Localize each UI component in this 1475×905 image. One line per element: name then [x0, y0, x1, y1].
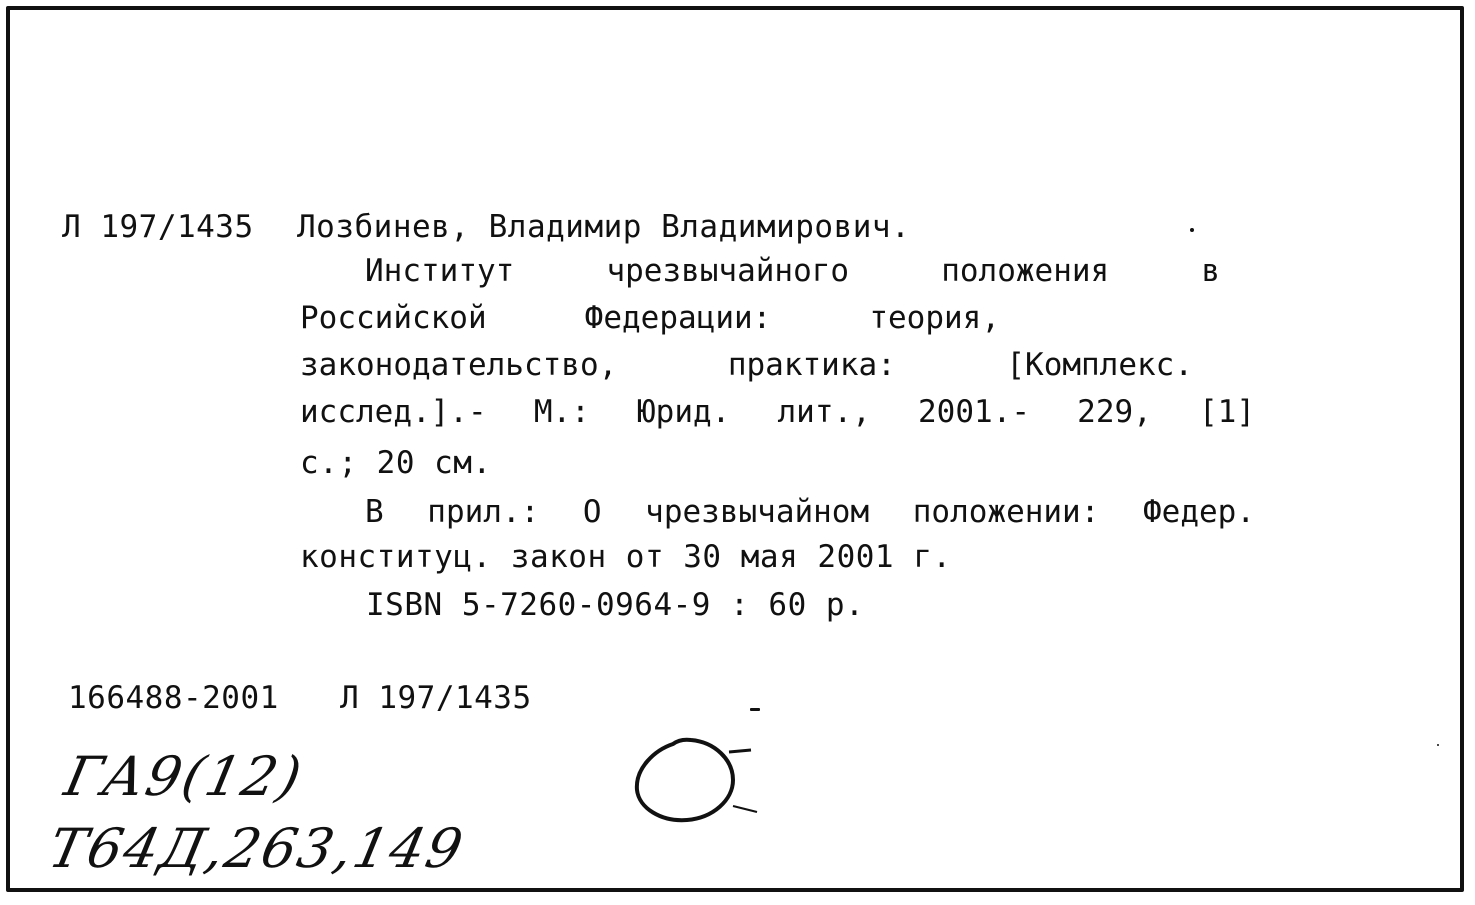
- title-line-2: Российской Федерации: теория,: [300, 303, 1000, 336]
- speck: [1190, 228, 1194, 232]
- note-line-1: В прил.: О чрезвычайном положении: Федер.: [365, 497, 1255, 530]
- speck: [750, 708, 760, 711]
- punch-hole-icon: [625, 730, 765, 830]
- inventory-number: 166488-2001: [68, 680, 279, 716]
- call-number: Л 197/1435: [62, 209, 254, 245]
- title-line-3: законодательство, практика: [Комплекс.: [300, 350, 1193, 383]
- handwritten-classification: ГА9(12): [59, 745, 309, 808]
- speck: [1437, 744, 1439, 746]
- title-line-4: исслед.].- М.: Юрид. лит., 2001.- 229, [1]: [300, 397, 1255, 430]
- note-line-2: конституц. закон от 30 мая 2001 г.: [300, 539, 952, 575]
- call-number-bottom: Л 197/1435: [340, 680, 532, 716]
- isbn: ISBN 5-7260-0964-9 : 60 р.: [366, 587, 865, 623]
- handwritten-index: Т64Д,263,149: [43, 817, 470, 880]
- title-line-5: с.; 20 см.: [300, 445, 492, 481]
- author: Лозбинев, Владимир Владимирович.: [297, 209, 911, 245]
- title-line-1: Институт чрезвычайного положения в: [365, 256, 1220, 289]
